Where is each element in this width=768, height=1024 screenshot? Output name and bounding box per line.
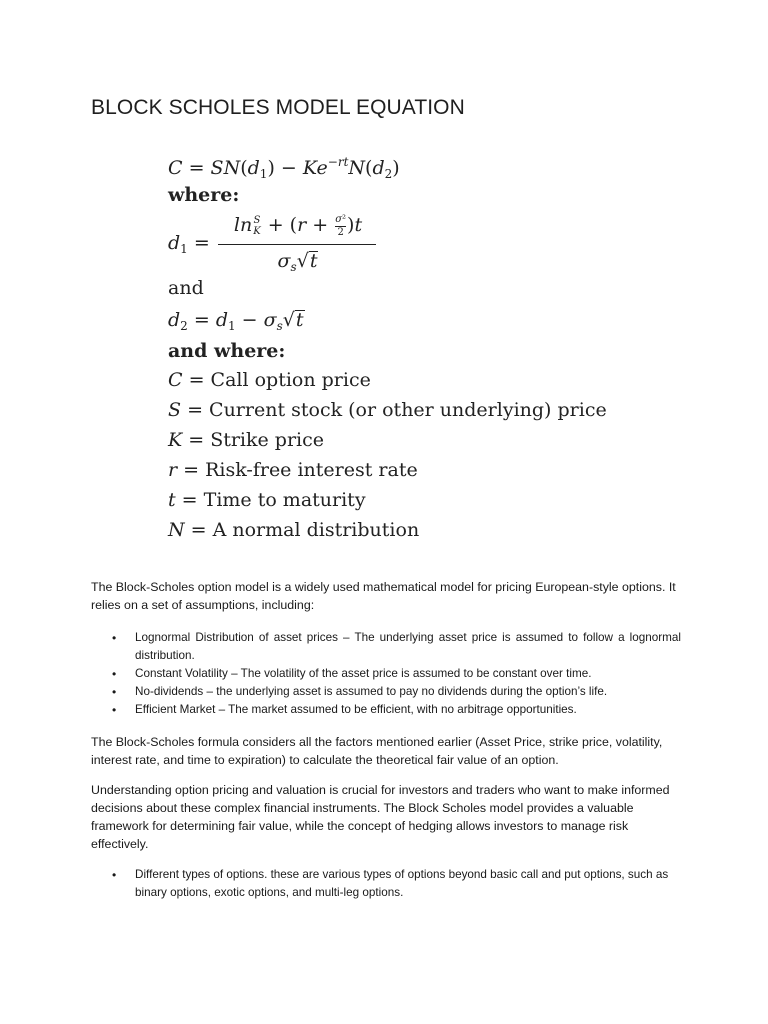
document-title: BLOCK SCHOLES MODEL EQUATION: [91, 96, 465, 119]
formula-d1-fraction: [218, 214, 378, 274]
valuation-paragraph: Understanding option pricing and valuation is crucial for investors and traders who want to make informed decisions about these complex financial instruments. The Block Scholes model provides a valuable framework for determining fair value, while the concept of hedging allows investors to manage risk effectively.: [91, 783, 670, 851]
formula-main-equation: $C = SN(d_1) - Ke^{-rt}N(d_2)$: [168, 155, 400, 181]
formula-and-where-label: and where:: [168, 340, 286, 362]
formula-definition: S = Current stock (or other underlying) price: [168, 399, 607, 421]
formula-d2-equation: $d_2 = d_1 - \sigma_s√t$: [168, 309, 304, 333]
formula-d1-numerator: lnS K + (r + σ² 2 )t: [233, 213, 363, 238]
bullet-icon: •: [112, 868, 117, 882]
formula-d1-denominator: $\sigma_s√t$: [277, 250, 318, 274]
formula-d1-lhs: $d_1$ =: [168, 232, 210, 256]
formula-definition: C = Call option price: [168, 369, 371, 391]
bullet-icon: •: [112, 631, 117, 645]
list-item: • No-dividends – the underlying asset is assumed to pay no dividends during the option’s life.: [112, 685, 608, 699]
bullet-icon: •: [112, 685, 117, 699]
assumptions-list: [91, 629, 681, 719]
list-item: • Lognormal Distribution of asset prices – The underlying asset price is assumed to follow a lognormal distribution.: [112, 631, 681, 662]
option-types-list: [91, 866, 681, 902]
formula-where-label: where:: [168, 184, 240, 206]
list-item: • Constant Volatility – The volatility of the asset price is assumed to be constant over time.: [112, 667, 592, 681]
formula-figure: [160, 146, 640, 546]
intro-paragraph: The Block-Scholes option model is a widely used mathematical model for pricing European-style options. It relies on a set of assumptions, including:: [91, 580, 676, 612]
bullet-icon: •: [112, 703, 117, 717]
formula-definition: K = Strike price: [168, 429, 325, 451]
bullet-icon: •: [112, 667, 117, 681]
formula-factors-paragraph: The Block-Scholes formula considers all the factors mentioned earlier (Asset Price, strike price, volatility, interest rate, and time to expiration) to calculate the theoretical fair value of an option.: [91, 735, 663, 767]
formula-and-label: and: [168, 277, 204, 299]
list-item: • Different types of options. these are various types of options beyond basic call and put options, such as binary options, exotic options, and multi-leg options.: [112, 868, 669, 899]
formula-fraction-bar: [218, 244, 376, 245]
formula-definition: N = A normal distribution: [168, 519, 420, 541]
formula-definition: r = Risk-free interest rate: [168, 459, 418, 481]
list-item: • Efficient Market – The market assumed to be efficient, with no arbitrage opportunities.: [112, 703, 577, 717]
formula-definition: t = Time to maturity: [168, 489, 366, 511]
